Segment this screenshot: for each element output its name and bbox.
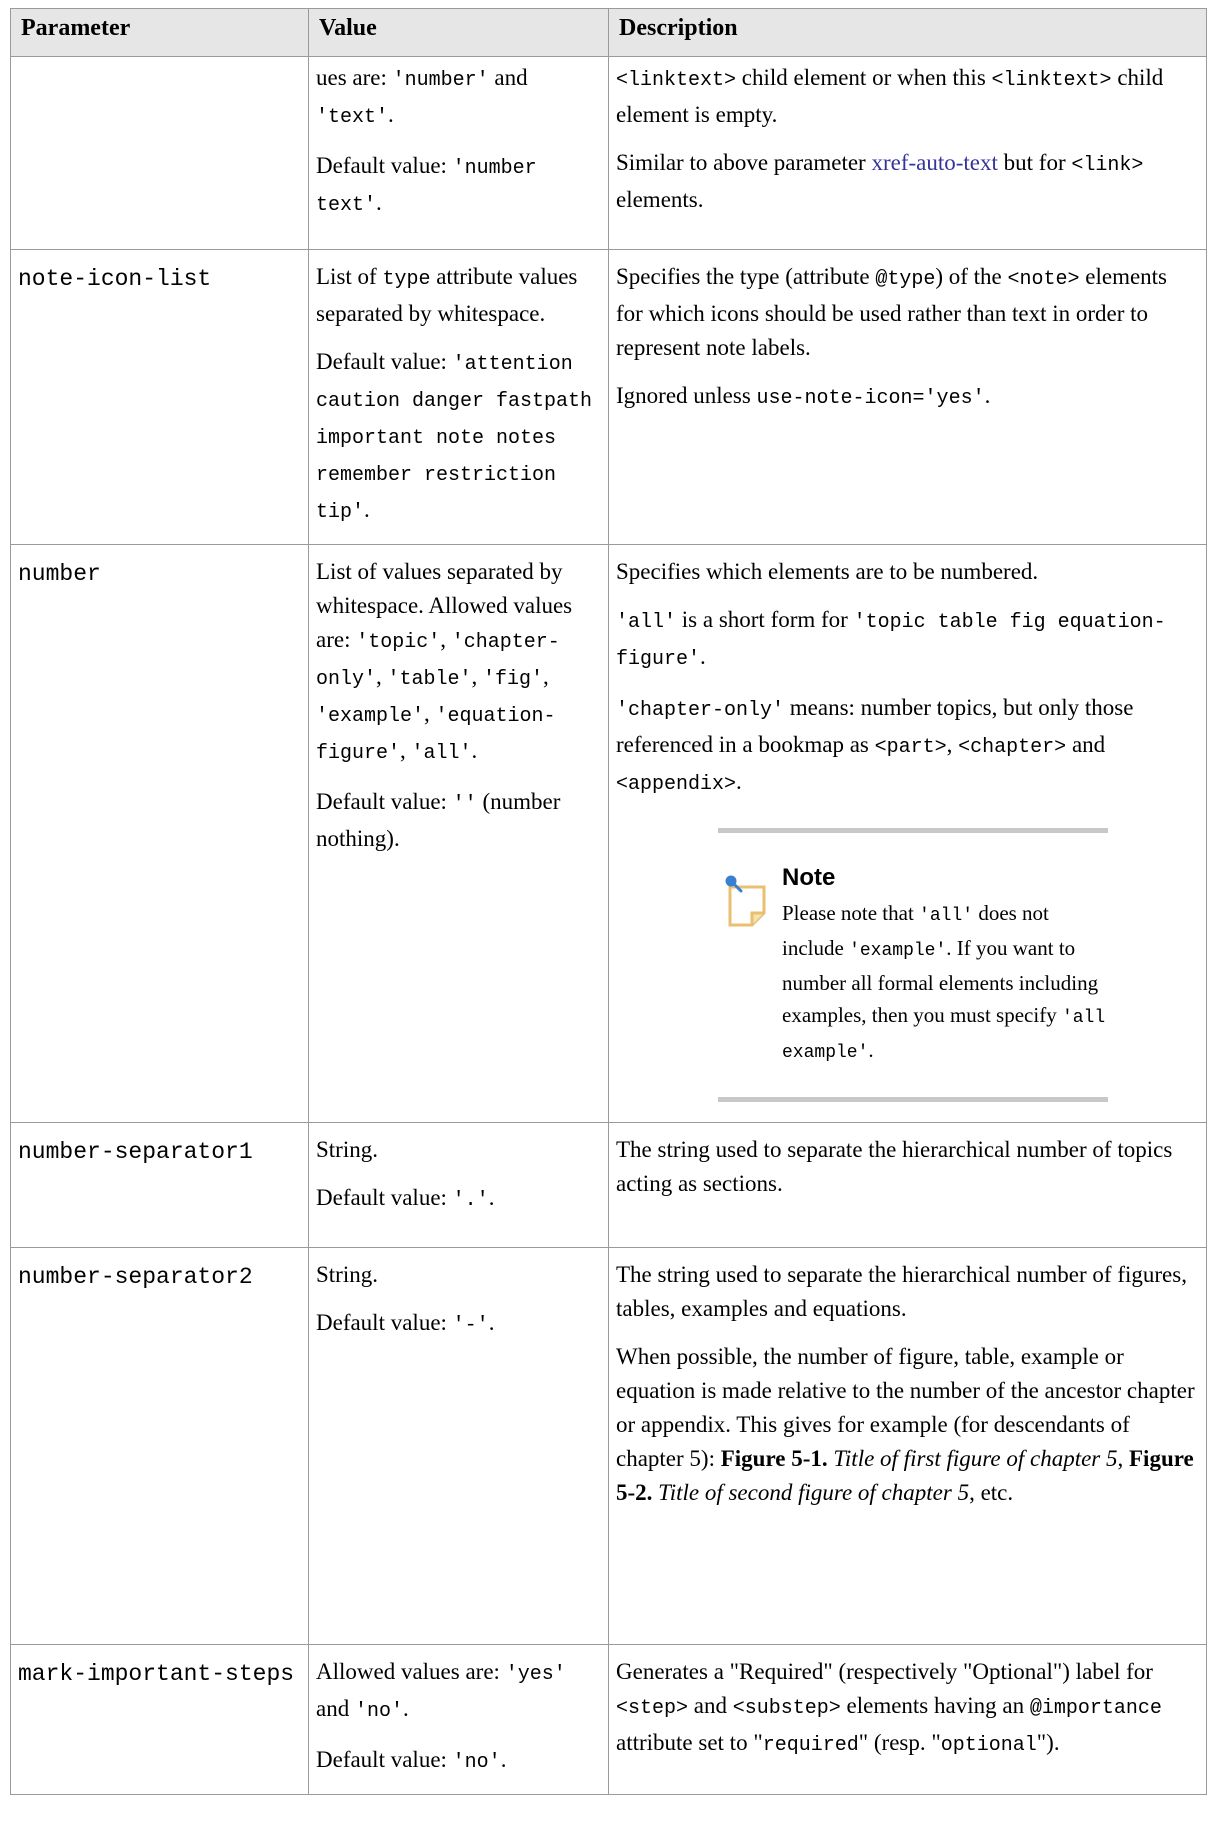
note-title: Note: [782, 864, 836, 891]
param-name-cell: number-separator2: [11, 1248, 309, 1645]
param-description-cell: Generates a "Required" (respectively "Optional") label for <step> and <substep> elements having an @importance attribute set to "required" (resp. "optional").: [609, 1645, 1207, 1795]
table-row: [11, 1248, 1207, 1645]
table-row: [11, 57, 1207, 250]
table-row: [11, 1123, 1207, 1248]
param-name-cell: mark-important-steps: [11, 1645, 309, 1795]
param-description-cell: <linktext> child element or when this <linktext> child element is empty. Similar to above parameter xref-auto-text but for <link> elements.: [609, 57, 1207, 250]
param-value-cell: ues are: 'number' and 'text'. Default value: 'number text'.: [309, 57, 609, 250]
table-header-row: [11, 9, 1207, 57]
table-row: [11, 1645, 1207, 1795]
param-value-cell: List of type attribute values separated by whitespace. Default value: 'attention caution danger fastpath important note notes remember restriction tip'.: [309, 250, 609, 545]
param-name-cell: number: [11, 545, 309, 1123]
param-value-cell: String. Default value: '.'.: [309, 1123, 609, 1248]
param-description-cell: Specifies which elements are to be numbered. 'all' is a short form for 'topic table fig equation-figure'. 'chapter-only' means: number topics, but only those referenced in a bookmap as <part>, <chapter> and <appendix>. Note Please note that 'all' does not include 'example'. If you want to number all formal elements including examples, then you must specify 'all example'.: [609, 545, 1207, 1123]
param-name-cell: [11, 57, 309, 250]
header-description: Description: [609, 9, 1207, 57]
param-value-cell: Allowed values are: 'yes' and 'no'. Default value: 'no'.: [309, 1645, 609, 1795]
param-description-cell: Specifies the type (attribute @type) of the <note> elements for which icons should be used rather than text in order to represent note labels. Ignored unless use-note-icon='yes'.: [609, 250, 1207, 545]
header-parameter: Parameter: [11, 9, 309, 57]
param-description-cell: The string used to separate the hierarchical number of topics acting as sections.: [609, 1123, 1207, 1248]
param-name-cell: note-icon-list: [11, 250, 309, 545]
xref-auto-text-link[interactable]: xref-auto-text: [871, 150, 998, 175]
param-value-cell: List of values separated by whitespace. Allowed values are: 'topic', 'chapter-only', 'table', 'fig', 'example', 'equation-figure', 'all'. Default value: '' (number nothing).: [309, 545, 609, 1123]
note-icon: [718, 863, 782, 1069]
note-box: [718, 828, 1108, 1102]
table-row: [11, 250, 1207, 545]
table-row: [11, 545, 1207, 1123]
header-value: Value: [309, 9, 609, 57]
param-description-cell: The string used to separate the hierarchical number of figures, tables, examples and equations. When possible, the number of figure, table, example or equation is made relative to the number of the ancestor chapter or appendix. This gives for example (for descendants of chapter 5): Figure 5-1. Title of first figure of chapter 5, Figure 5-2. Title of second figure of chapter 5, etc.: [609, 1248, 1207, 1645]
param-value-cell: String. Default value: '-'.: [309, 1248, 609, 1645]
param-name-cell: number-separator1: [11, 1123, 309, 1248]
note-text: Please note that 'all' does not include 'example'. If you want to number all formal elements including examples, then you must specify 'all example'.: [782, 901, 1106, 1063]
parameters-table: [10, 8, 1207, 1795]
